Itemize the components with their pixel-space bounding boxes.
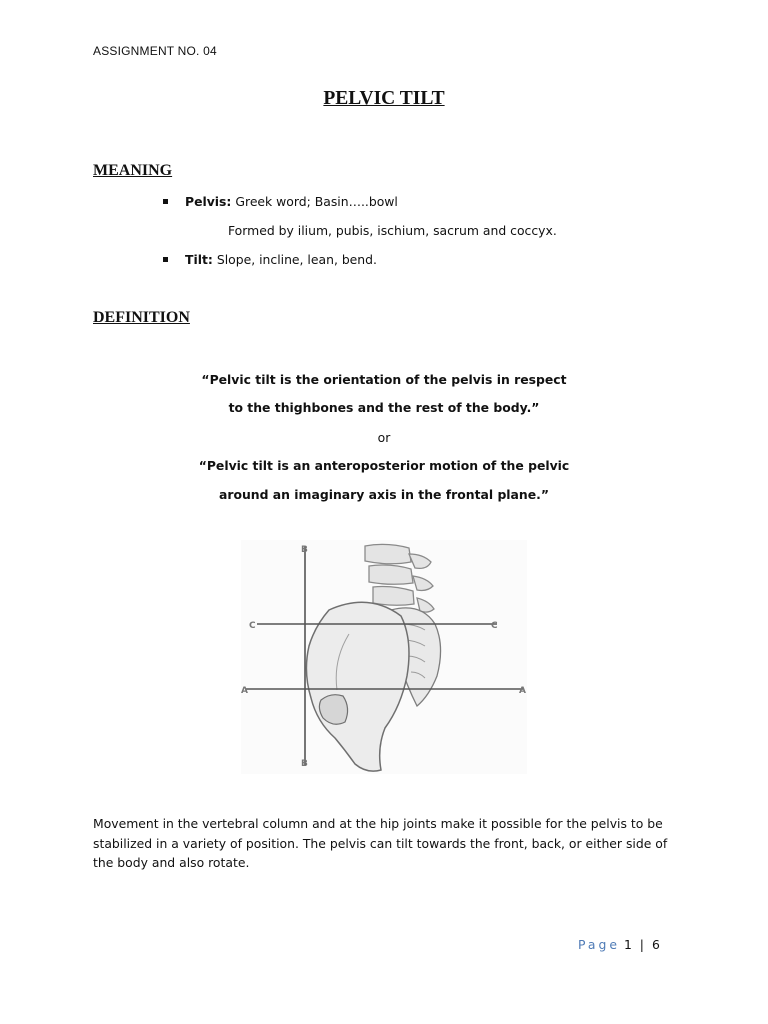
or-separator: or	[377, 430, 391, 445]
page-title: PELVIC TILT	[323, 88, 445, 109]
quote1-line1: “Pelvic tilt is the orientation of the pelvis in respect	[201, 372, 567, 387]
quote2-line1: “Pelvic tilt is an anteroposterior motion of the pelvic	[198, 458, 570, 473]
axis-label-c-left: C	[249, 621, 256, 631]
axis-label-b-bottom: B	[301, 759, 308, 769]
axis-label-c-right: C	[491, 621, 498, 631]
meaning-heading: MEANING	[93, 162, 173, 179]
tilt-term: Tilt:	[185, 252, 213, 267]
axis-label-a-right: A	[519, 686, 526, 696]
body-paragraph	[93, 814, 683, 873]
page-current: 1	[623, 937, 632, 952]
axis-label-b-top: B	[301, 545, 308, 555]
tilt-text: Slope, incline, lean, bend.	[216, 252, 377, 267]
bullet-tilt	[163, 252, 377, 267]
pelvis-detail: Formed by ilium, pubis, ischium, sacrum and coccyx.	[228, 223, 557, 238]
page-separator: |	[639, 937, 644, 952]
paragraph-line-3: the body and also rotate.	[93, 855, 250, 870]
page-word: Page	[578, 937, 620, 952]
page-total: 6	[651, 937, 660, 952]
assignment-header: ASSIGNMENT NO. 04	[93, 44, 217, 58]
bullet-pelvis	[163, 194, 398, 209]
bullet-square-icon	[163, 257, 168, 262]
axis-label-a-left: A	[241, 686, 248, 696]
pelvis-term: Pelvis:	[185, 194, 232, 209]
paragraph-line-2: stabilized in a variety of position. The pelvis can tilt towards the front, back, or either side of	[93, 835, 668, 851]
quote2-line2: around an imaginary axis in the frontal plane.”	[219, 487, 549, 502]
page-footer	[578, 937, 660, 952]
pelvis-text: Greek word; Basin…..bowl	[235, 194, 398, 209]
definition-heading: DEFINITION	[93, 309, 190, 326]
paragraph-line-1: Movement in the vertebral column and at the hip joints make it possible for the pelvis to be	[93, 816, 663, 831]
pelvis-diagram	[241, 540, 527, 774]
quote1-line2: to the thighbones and the rest of the body.”	[228, 400, 540, 415]
bullet-square-icon	[163, 199, 168, 204]
